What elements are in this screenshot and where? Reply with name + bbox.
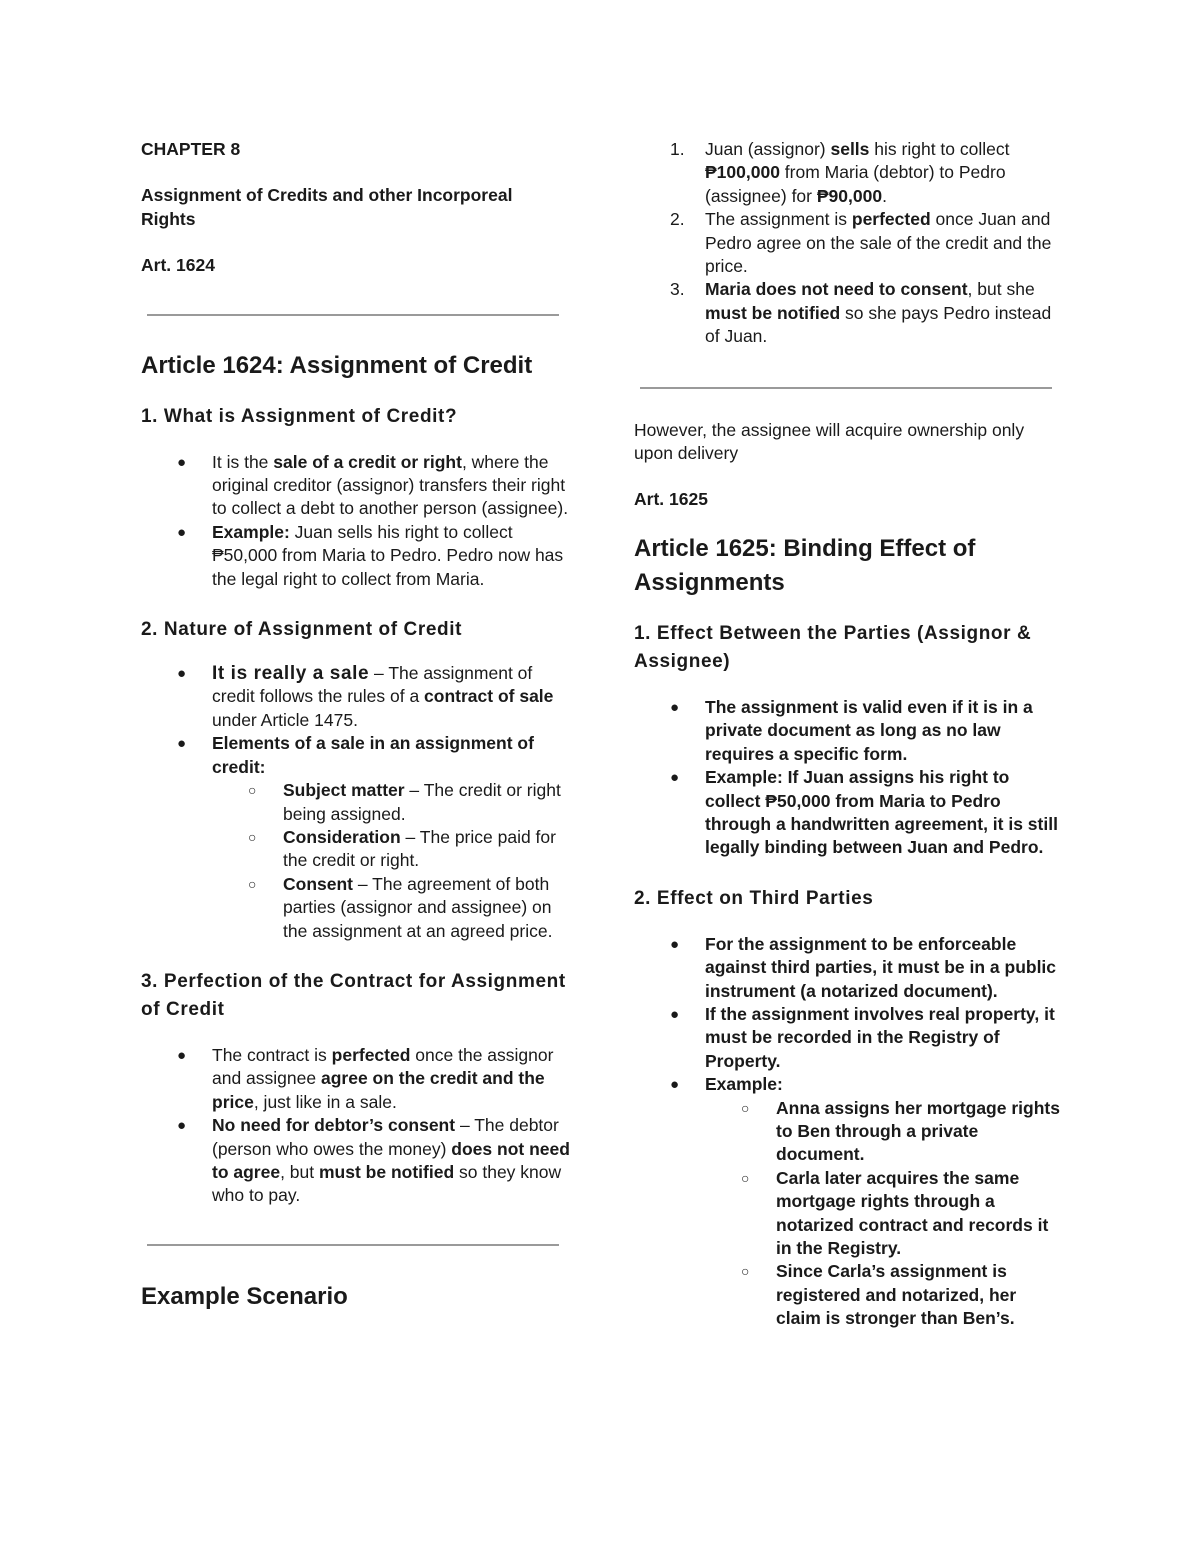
bullet-icon: ●: [177, 735, 187, 753]
section-heading: 2. Nature of Assignment of Credit: [141, 619, 463, 641]
however-note: However, the assignee will acquire ownership only upon delivery: [634, 419, 1025, 464]
list-item: [634, 933, 1064, 1003]
bold-text: Consideration: [283, 826, 401, 847]
section-heading: 1. What is Assignment of Credit?: [141, 405, 458, 427]
text: , just like in a sale.: [253, 1091, 397, 1112]
art-label-1624: Art. 1624: [141, 255, 215, 276]
bold-text: The assignment is valid even if it is in a private document as long as no law requires a specific form.: [705, 696, 1033, 764]
bold-text: contract of sale: [424, 686, 554, 707]
sub-list-item: [141, 826, 571, 873]
sub-list-item: [141, 779, 571, 826]
bullet-list: [141, 451, 571, 591]
bullet-list: [634, 696, 1064, 860]
hollow-bullet-icon: ○: [248, 875, 257, 892]
bold-text: Example: If Juan assigns his right to collect ₱50,000 from Maria to Pedro through a handwritten agreement, it is still legally binding between Juan and Pedro.: [705, 767, 1058, 858]
list-item: [634, 1073, 1064, 1096]
bullet-icon: ●: [670, 1076, 680, 1094]
bullet-icon: ●: [177, 523, 187, 541]
list-item: [634, 696, 1064, 766]
right-column: [634, 138, 1064, 1331]
numbered-list: [634, 138, 1064, 349]
list-item: [634, 1003, 1064, 1073]
hollow-bullet-icon: ○: [741, 1263, 750, 1280]
list-number: 3.: [670, 279, 685, 300]
bullet-list: [634, 933, 1064, 1331]
text: , but: [280, 1161, 319, 1182]
text: his right to collect: [869, 139, 1010, 159]
bold-text: ₱100,000: [705, 162, 780, 183]
bold-text: Since Carla’s assignment is registered and notarized, her claim is stronger than Ben’s.: [776, 1261, 1017, 1329]
bold-text: agree on the credit and the price: [212, 1068, 545, 1112]
list-item: [634, 138, 1064, 208]
bold-text: For the assignment to be enforceable against third parties, it must be in a public instrument (a notarized document).: [705, 933, 1057, 1001]
text: , but she: [967, 279, 1035, 300]
chapter-label: CHAPTER 8: [141, 139, 241, 159]
list-item: [634, 766, 1064, 860]
text: once the assignor and assignee: [212, 1044, 554, 1089]
text: It is the: [212, 451, 274, 472]
bold-text: It is really a sale: [212, 663, 370, 685]
list-item: [141, 1044, 571, 1114]
hollow-bullet-icon: ○: [741, 1169, 750, 1186]
bold-text: If the assignment involves real property, it must be recorded in the Registry of Property.: [705, 1003, 1055, 1071]
text: Juan sells his right to collect ₱50,000 from Maria to Pedro. Pedro now has the legal right to collect from Maria.: [212, 521, 564, 589]
bold-text: sale of a credit or right: [273, 451, 462, 472]
bullet-icon: ●: [177, 453, 187, 471]
sub-list-item: [634, 1167, 1064, 1261]
bold-text: No need for debtor’s consent: [212, 1115, 456, 1136]
text: once Juan and Pedro agree on the sale of the credit and the price.: [705, 209, 1052, 277]
text: – The agreement of both parties (assignor and assignee) on the assignment at an agreed price.: [283, 873, 553, 941]
bullet-icon: ●: [177, 665, 187, 683]
list-item: [141, 662, 571, 732]
text: , where the original creditor (assignor) transfers their right to collect a debt to another person (assignee).: [212, 451, 569, 519]
list-number: 2.: [670, 209, 685, 230]
list-item: [141, 732, 571, 779]
text: – The debtor (person who owes the money): [212, 1115, 559, 1159]
article-1624-heading: Article 1624: Assignment of Credit: [141, 351, 533, 379]
hollow-bullet-icon: ○: [248, 828, 257, 845]
bold-text: does not need to agree: [212, 1138, 570, 1182]
section-heading: 2. Effect on Third Parties: [634, 887, 874, 909]
bold-text: Carla later acquires the same mortgage rights through a notarized contract and records it in the Registry.: [776, 1167, 1049, 1258]
text: Juan (assignor): [705, 139, 831, 159]
list-item: [141, 1114, 571, 1208]
list-item: [141, 521, 571, 591]
bold-text: Example:: [705, 1074, 783, 1095]
list-item: [141, 451, 571, 521]
text: – The credit or right being assigned.: [283, 780, 561, 824]
text: – The assignment of credit follows the rules of a: [212, 663, 533, 707]
section-heading: 1. Effect Between the Parties (Assignor & Assignee): [634, 622, 1032, 672]
chapter-title: Assignment of Credits and other Incorporeal Rights: [141, 185, 513, 229]
bullet-list: [141, 662, 571, 943]
text: so she pays Pedro instead of Juan.: [705, 302, 1052, 347]
bold-text: sells: [830, 139, 870, 159]
bold-text: perfected: [331, 1044, 411, 1065]
bold-text: Consent: [283, 873, 353, 894]
text: .: [882, 185, 887, 206]
bold-text: Subject matter: [283, 780, 405, 801]
text: The assignment is: [705, 209, 852, 230]
hollow-bullet-icon: ○: [741, 1099, 750, 1116]
text: so they know who to pay.: [212, 1161, 562, 1206]
bold-text: Anna assigns her mortgage rights to Ben through a private document.: [776, 1097, 1060, 1165]
list-item: [634, 208, 1064, 278]
sub-list-item: [634, 1260, 1064, 1330]
bold-text: Elements of a sale in an assignment of credit:: [212, 733, 534, 777]
bold-text: perfected: [851, 209, 931, 230]
left-column: [141, 138, 571, 1314]
example-scenario-heading: Example Scenario: [141, 1282, 348, 1310]
bullet-list: [141, 1044, 571, 1208]
bullet-icon: ●: [670, 935, 680, 953]
text: – The price paid for the credit or right.: [283, 826, 556, 871]
section-heading: 3. Perfection of the Contract for Assignment of Credit: [141, 970, 566, 1020]
bold-text: Example:: [212, 521, 290, 542]
bold-text: must be notified: [705, 302, 841, 323]
bullet-icon: ●: [670, 769, 680, 787]
list-item: [634, 278, 1064, 348]
bullet-icon: ●: [177, 1046, 187, 1064]
art-label-1625: Art. 1625: [634, 489, 708, 510]
list-number: 1.: [670, 139, 685, 159]
bold-text: ₱90,000: [816, 185, 883, 206]
text: under Article 1475.: [212, 709, 358, 730]
article-1625-heading: Article 1625: Binding Effect of Assignments: [634, 534, 976, 596]
text: The contract is: [212, 1044, 332, 1065]
bold-text: must be notified: [319, 1161, 455, 1182]
sub-list-item: [141, 873, 571, 943]
text: from Maria (debtor) to Pedro (assignee) for: [705, 162, 1006, 206]
hollow-bullet-icon: ○: [248, 782, 257, 799]
bullet-icon: ●: [670, 698, 680, 716]
bullet-icon: ●: [177, 1117, 187, 1135]
sub-list-item: [634, 1097, 1064, 1167]
bold-text: Maria does not need to consent: [705, 279, 968, 300]
bullet-icon: ●: [670, 1005, 680, 1023]
